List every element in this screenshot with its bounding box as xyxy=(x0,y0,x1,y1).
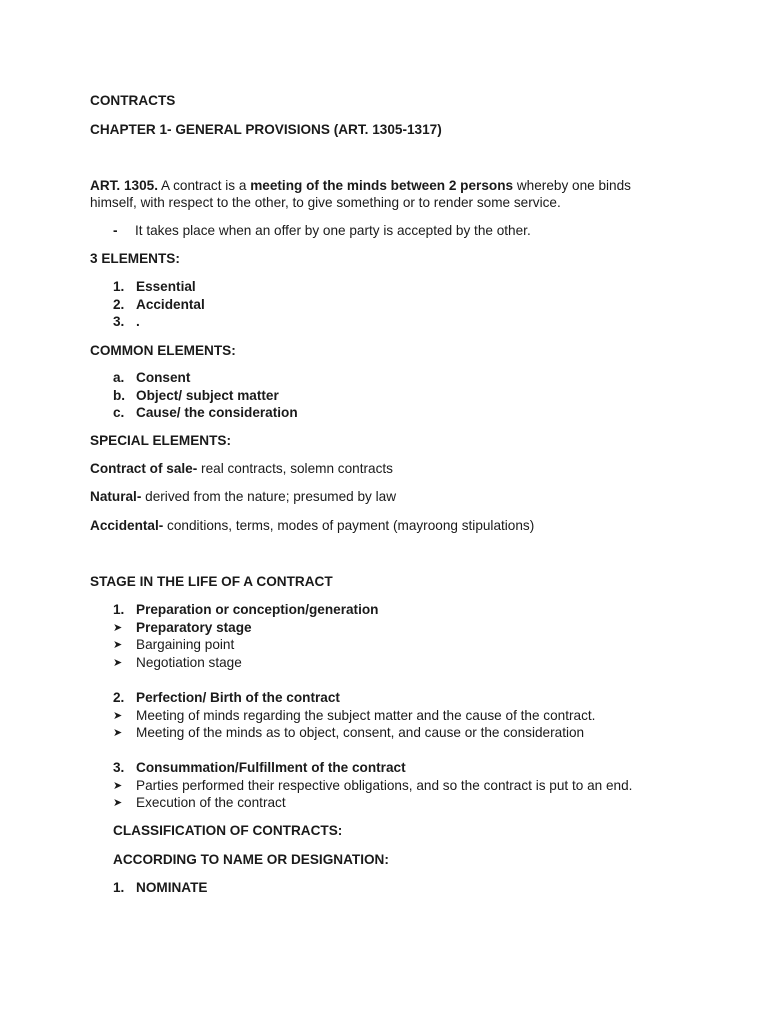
special-text: real contracts, solemn contracts xyxy=(197,461,393,476)
chapter-heading: CHAPTER 1- GENERAL PROVISIONS (ART. 1305-1317) xyxy=(90,122,442,137)
art-1305-bold: meeting of the minds between 2 persons xyxy=(250,178,514,193)
special-line-contract-of-sale xyxy=(90,460,393,478)
arrow-bullet-icon: ➤ xyxy=(113,657,123,669)
list-marker: a. xyxy=(113,370,125,385)
art-1305-line-1 xyxy=(90,177,631,195)
special-text: conditions, terms, modes of payment (mayroong stipulations) xyxy=(163,518,535,533)
art-1305-text-a: A contract is a xyxy=(158,178,251,193)
stage-title: Preparation or conception/generation xyxy=(136,602,379,617)
special-line-accidental xyxy=(90,517,534,535)
art-1305-text-b: whereby one binds xyxy=(513,178,631,193)
three-elements-heading: 3 ELEMENTS: xyxy=(90,251,180,266)
stage-bullet: Execution of the contract xyxy=(136,795,286,810)
list-item: Consent xyxy=(136,370,191,385)
stage-bullet: Meeting of minds regarding the subject matter and the cause of the contract. xyxy=(136,708,596,723)
stage-title: Consummation/Fulfillment of the contract xyxy=(136,760,406,775)
special-line-natural xyxy=(90,488,396,506)
list-marker: 3. xyxy=(113,314,125,329)
nominate-item: NOMINATE xyxy=(136,880,208,895)
stage-marker: 1. xyxy=(113,602,125,617)
stage-bullet: Negotiation stage xyxy=(136,655,242,670)
arrow-bullet-icon: ➤ xyxy=(113,710,123,722)
list-item: Object/ subject matter xyxy=(136,388,279,403)
stage-bullet: Meeting of the minds as to object, consent, and cause or the consideration xyxy=(136,725,585,740)
stage-title: Perfection/ Birth of the contract xyxy=(136,690,340,705)
stage-bullet: Bargaining point xyxy=(136,637,235,652)
special-text: derived from the nature; presumed by law xyxy=(141,489,397,504)
arrow-bullet-icon: ➤ xyxy=(113,639,123,651)
common-elements-heading: COMMON ELEMENTS: xyxy=(90,343,236,358)
list-item: Cause/ the consideration xyxy=(136,405,298,420)
list-item: . xyxy=(136,314,140,329)
stage-bullet: Preparatory stage xyxy=(136,620,252,635)
arrow-bullet-icon: ➤ xyxy=(113,797,123,809)
list-item: Accidental xyxy=(136,297,205,312)
art-1305-line-2: himself, with respect to the other, to give something or to render some service. xyxy=(90,195,561,210)
list-marker: c. xyxy=(113,405,125,420)
arrow-bullet-icon: ➤ xyxy=(113,727,123,739)
special-label: Accidental- xyxy=(90,518,164,533)
dash-item: It takes place when an offer by one party is accepted by the other. xyxy=(135,223,531,238)
list-marker: b. xyxy=(113,388,126,403)
special-label: Natural- xyxy=(90,489,142,504)
special-label: Contract of sale- xyxy=(90,461,198,476)
list-marker: 1. xyxy=(113,279,125,294)
list-marker: 1. xyxy=(113,880,125,895)
stages-heading: STAGE IN THE LIFE OF A CONTRACT xyxy=(90,574,333,589)
stage-marker: 3. xyxy=(113,760,125,775)
designation-subheading: ACCORDING TO NAME OR DESIGNATION: xyxy=(113,852,389,867)
special-elements-heading: SPECIAL ELEMENTS: xyxy=(90,433,231,448)
arrow-bullet-icon: ➤ xyxy=(113,622,123,634)
list-marker: 2. xyxy=(113,297,125,312)
stage-marker: 2. xyxy=(113,690,125,705)
dash-marker: - xyxy=(113,223,118,238)
art-1305-label: ART. 1305. xyxy=(90,178,159,193)
doc-title: CONTRACTS xyxy=(90,93,176,108)
classification-heading: CLASSIFICATION OF CONTRACTS: xyxy=(113,823,343,838)
arrow-bullet-icon: ➤ xyxy=(113,780,123,792)
stage-bullet: Parties performed their respective obligations, and so the contract is put to an end. xyxy=(136,778,633,793)
list-item: Essential xyxy=(136,279,196,294)
